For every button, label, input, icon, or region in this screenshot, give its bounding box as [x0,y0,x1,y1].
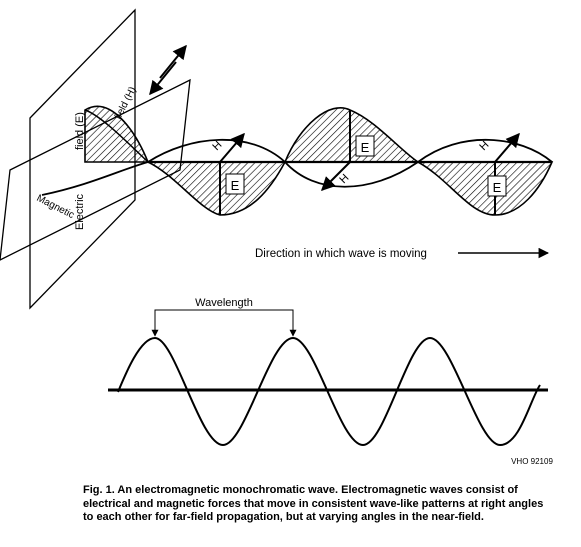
magnetic-label: Magnetic [34,192,76,222]
h-label-2: H [337,171,352,187]
wavelength-label: Wavelength [195,297,253,309]
h-label-1: H [210,138,225,154]
field-h-label: field (H) [112,85,139,122]
figure-caption: Fig. 1. An electromagnetic monochromatic wave. Electromagnetic waves consist of electrical and magnetic forces that move in consistent wave-like patterns at right angles to each other for far-field propagation, but at varying angles in the near-field. [83,484,544,523]
e-lobe-4 [418,162,552,215]
field-e-label: field (E) [74,112,86,150]
e-label-3: E [492,180,502,195]
h-field-arrow-3 [495,134,519,162]
plane-arrow-1 [160,46,186,78]
e-lobe-3 [285,108,418,162]
e-label-2: E [360,140,370,155]
direction-label: Direction in which wave is moving [255,248,427,260]
e-label-1: E [230,178,240,193]
h-label-3: H [477,138,492,154]
e-lobe-2 [148,162,285,215]
wave-3d-diagram [0,10,552,308]
figure-id: VHO 92109 [511,457,553,466]
wavelength-bracket [155,310,293,330]
wave-2d-diagram [108,297,553,466]
electric-label: Electric [74,193,86,230]
